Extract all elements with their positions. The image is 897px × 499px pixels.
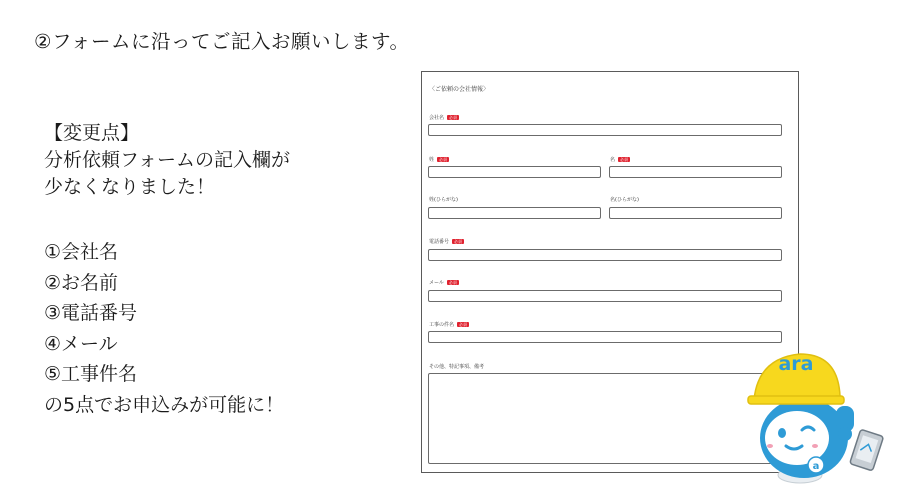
phone-label — [429, 238, 464, 245]
change-notes — [44, 120, 384, 420]
last-name-kana-input[interactable] — [428, 207, 601, 219]
required-badge: 必須 — [620, 157, 629, 162]
company-label-text: 会社名 — [429, 115, 445, 121]
last-name-input[interactable] — [428, 166, 601, 178]
notes-item: ⑤工事件名 — [44, 363, 138, 385]
last-name-label — [429, 156, 449, 163]
mascot-body-mark: a — [812, 461, 820, 472]
notes-item: ①会社名 — [44, 241, 119, 263]
mascot-tablet-icon — [850, 429, 884, 471]
project-label-text: 工事の件名 — [429, 322, 455, 328]
last-name-kana-label-text: 姓(ひらがな) — [429, 197, 458, 203]
notes-item: ③電話番号 — [44, 302, 138, 324]
required-badge: 必須 — [454, 239, 463, 244]
phone-input[interactable] — [428, 249, 782, 261]
first-name-label-text: 名 — [610, 157, 616, 163]
project-input[interactable] — [428, 331, 782, 343]
first-name-kana-label — [610, 196, 639, 203]
project-label — [429, 321, 469, 328]
notes-heading: 【変更点】 — [44, 122, 140, 144]
required-badge: 必須 — [439, 157, 448, 162]
last-name-label-text: 姓 — [429, 157, 435, 163]
notes-item: ②お名前 — [44, 271, 119, 294]
ara-mascot-illustration — [740, 340, 890, 490]
required-badge: 必須 — [459, 322, 468, 327]
first-name-kana-input[interactable] — [609, 207, 782, 219]
phone-label-text: 電話番号 — [429, 239, 450, 245]
mascot-helmet — [748, 353, 844, 404]
last-name-kana-label — [429, 196, 458, 203]
slide-title: ②フォームに沿ってご記入お願いします。 — [34, 30, 410, 53]
company-input[interactable] — [428, 124, 782, 136]
remarks-label-text: その他、特記事項、備考 — [429, 364, 485, 370]
notes-closing: の5点でお申込みが可能に！ — [44, 393, 285, 416]
company-label — [429, 114, 459, 121]
first-name-kana-label-text: 名(ひらがな) — [610, 197, 639, 203]
notes-spacer — [44, 201, 384, 237]
required-badge: 必須 — [449, 115, 458, 120]
notes-item: ④メール — [44, 332, 118, 355]
notes-intro-line-1: 分析依頼フォームの記入欄が — [44, 149, 291, 171]
mascot-body-badge — [808, 457, 824, 473]
first-name-input[interactable] — [609, 166, 782, 178]
notes-intro-line-2: 少なくなりました！ — [44, 176, 216, 198]
email-label — [429, 279, 459, 286]
required-badge: 必須 — [448, 280, 457, 285]
remarks-textarea[interactable] — [428, 373, 782, 464]
remarks-label — [429, 363, 484, 370]
first-name-label — [610, 156, 630, 163]
mascot-body — [760, 398, 848, 478]
email-input[interactable] — [428, 290, 782, 302]
mascot-arm — [836, 406, 854, 441]
form-heading: 〈ご依頼の会社情報〉 — [429, 86, 490, 93]
email-label-text: メール — [429, 280, 444, 286]
mascot-helmet-text: ara — [778, 353, 814, 375]
